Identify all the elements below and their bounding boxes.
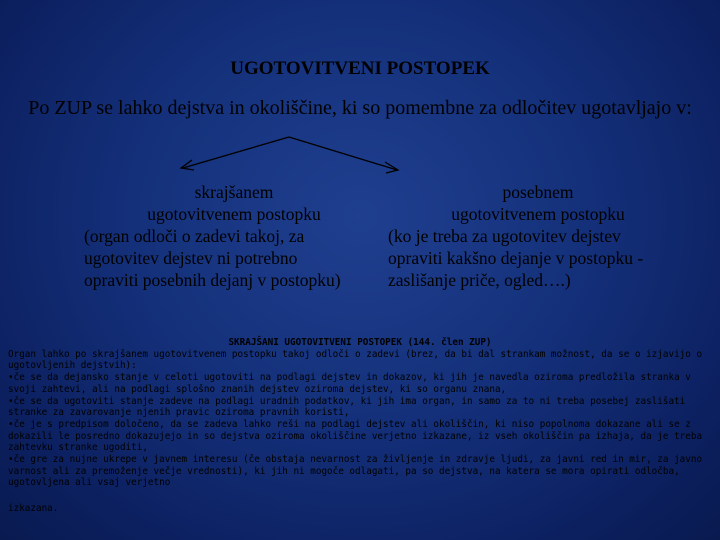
details-bullet-3: •če je s predpisom določeno, da se zadeva lahko reši na podlagi dejstev ali okoliščin, ki niso popolnoma dokazane ali se z dokazili le posredno dokazujejo in so dejstva oziroma okoliščine verjetno izkazane, iz vseh okoliščin pa izhaja, da je treba zahtevku stranke ugoditi, — [8, 418, 703, 454]
special-procedure-branch — [388, 181, 688, 291]
details-intro: Organ lahko po skrajšanem ugotovitvenem postopku takoj odloči o zadevi (brez, da bi dal strankam možnost, da se o izjavijo o ugotovljenih dejstvih): — [8, 348, 703, 372]
details-closing: izkazana. — [8, 503, 59, 515]
details-text-block — [8, 337, 712, 515]
slide-subtitle: Po ZUP se lahko dejstva in okoliščine, ki so pomembne za odločitev ugotavljajo v: — [28, 97, 692, 119]
branch-left-line-5: opraviti posebnih dejanj v postopku) — [84, 270, 341, 290]
branch-right-line-3: (ko je treba za ugotovitev dejstev — [388, 226, 621, 246]
branch-left-line-2: ugotovitvenem postopku — [147, 204, 321, 224]
slide-title: UGOTOVITVENI POSTOPEK — [230, 58, 490, 79]
left-arrow — [181, 137, 289, 170]
branch-left-line-3: (organ odloči o zadevi takoj, za — [84, 226, 305, 246]
right-arrow — [289, 137, 398, 173]
branch-right-line-2: ugotovitvenem postopku — [451, 204, 625, 224]
details-bullet-2: •če se da ugotoviti stanje zadeve na podlagi uradnih podatkov, ki jih ima organ, in samo za to ni treba posebej zaslišati stranke za zavarovanje njenih pravic oziroma pravnih koristi, — [8, 395, 686, 419]
branch-left-line-4: ugotovitev dejstev ni potrebno — [84, 248, 298, 268]
details-bullet-4: •če gre za nujne ukrepe v javnem interesu (če obstaja nevarnost za življenje in zdravje ljudi, za javni red in mir, za javno varnost ali za premoženje večje vrednosti), ki jih ni mogoče odlagati, pa so dejstva, na katera se mora opirati odločba, ugotovljena ali vsaj verjetno — [8, 454, 703, 489]
branch-left-line-1: skrajšanem — [194, 182, 274, 202]
branch-right-line-4: opraviti kakšno dejanje v postopku - — [388, 248, 644, 268]
abbreviated-procedure-branch — [84, 181, 384, 291]
details-heading: SKRAJŠANI UGOTOVITVENI POSTOPEK (144. člen ZUP) — [228, 337, 492, 348]
branch-right-line-5: zaslišanje priče, ogled….) — [388, 270, 571, 290]
details-bullet-1: •če se da dejansko stanje v celoti ugotoviti na podlagi dejstev in dokazov, ki jih je navedla oziroma predložila stranka v svoji zahtevi, ali na podlagi splošno znanih dejstev oziroma dejstev, ki so organu znana, — [8, 372, 691, 395]
branch-right-line-1: posebnem — [502, 182, 574, 202]
